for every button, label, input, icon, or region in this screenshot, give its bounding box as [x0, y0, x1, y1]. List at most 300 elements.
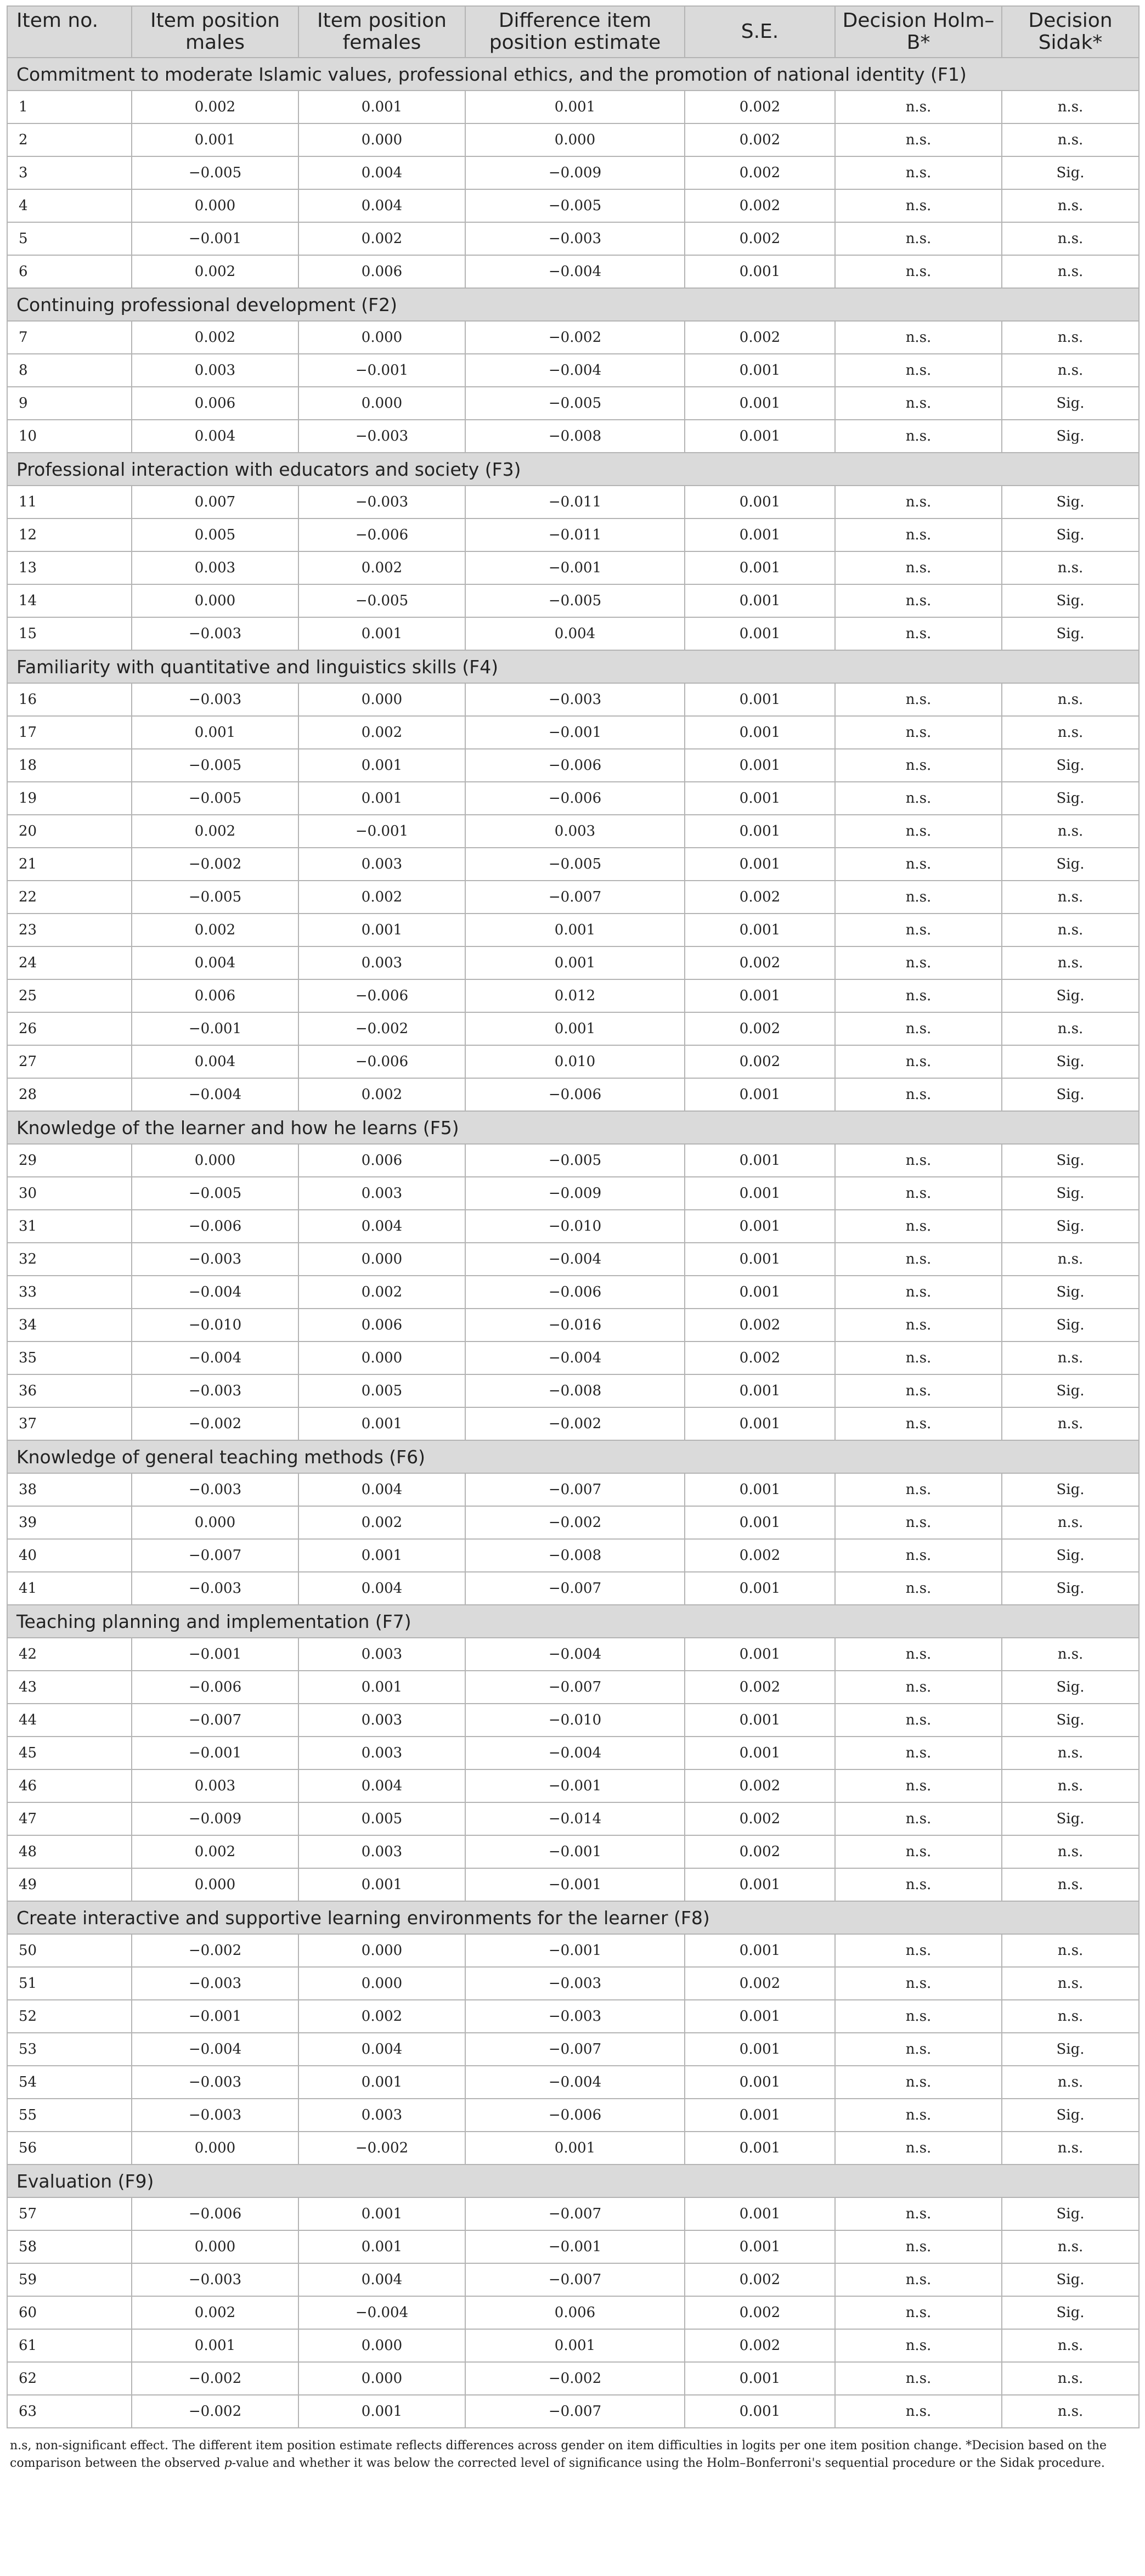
- cell-decision-holm: n.s.: [835, 1243, 1002, 1276]
- cell-difference-estimate: −0.007: [465, 881, 685, 914]
- cell-position-males: −0.003: [132, 1967, 298, 2000]
- cell-decision-holm: n.s.: [835, 1967, 1002, 2000]
- cell-item-no: 4: [7, 189, 132, 222]
- cell-decision-sidak: Sig.: [1002, 2099, 1139, 2132]
- cell-position-males: −0.005: [132, 782, 298, 815]
- cell-difference-estimate: 0.003: [465, 815, 685, 848]
- cell-position-males: 0.004: [132, 946, 298, 979]
- cell-difference-estimate: −0.007: [465, 1473, 685, 1506]
- cell-decision-holm: n.s.: [835, 1210, 1002, 1243]
- cell-item-no: 45: [7, 1737, 132, 1769]
- cell-difference-estimate: −0.001: [465, 2230, 685, 2263]
- cell-position-females: 0.005: [298, 1802, 465, 1835]
- cell-position-females: 0.004: [298, 1769, 465, 1802]
- cell-decision-holm: n.s.: [835, 2000, 1002, 2033]
- cell-difference-estimate: −0.003: [465, 683, 685, 716]
- cell-decision-holm: n.s.: [835, 749, 1002, 782]
- cell-position-males: −0.001: [132, 1737, 298, 1769]
- cell-decision-sidak: n.s.: [1002, 2000, 1139, 2033]
- table-row: [7, 1078, 1139, 1111]
- cell-position-females: 0.003: [298, 2099, 465, 2132]
- table-row: [7, 1934, 1139, 1967]
- cell-decision-sidak: n.s.: [1002, 815, 1139, 848]
- section-title: Familiarity with quantitative and linguistics skills (F4): [7, 650, 1139, 683]
- cell-standard-error: 0.002: [685, 2329, 835, 2362]
- cell-item-no: 6: [7, 255, 132, 288]
- table-row: [7, 189, 1139, 222]
- table-row: [7, 881, 1139, 914]
- cell-difference-estimate: −0.004: [465, 255, 685, 288]
- cell-position-females: 0.001: [298, 1868, 465, 1901]
- cell-item-no: 58: [7, 2230, 132, 2263]
- cell-standard-error: 0.001: [685, 914, 835, 946]
- cell-item-no: 54: [7, 2066, 132, 2099]
- cell-decision-holm: n.s.: [835, 2197, 1002, 2230]
- cell-decision-holm: n.s.: [835, 1144, 1002, 1177]
- cell-position-females: −0.001: [298, 354, 465, 387]
- cell-decision-sidak: Sig.: [1002, 584, 1139, 617]
- table-row: [7, 2230, 1139, 2263]
- cell-position-females: −0.004: [298, 2296, 465, 2329]
- cell-position-females: −0.002: [298, 2132, 465, 2164]
- table-row: [7, 1802, 1139, 1835]
- cell-difference-estimate: −0.004: [465, 354, 685, 387]
- section-header-row: [7, 1901, 1139, 1934]
- cell-position-females: −0.006: [298, 1045, 465, 1078]
- cell-item-no: 23: [7, 914, 132, 946]
- cell-standard-error: 0.001: [685, 2033, 835, 2066]
- cell-position-females: 0.002: [298, 1276, 465, 1309]
- cell-difference-estimate: 0.004: [465, 617, 685, 650]
- cell-difference-estimate: −0.009: [465, 1177, 685, 1210]
- cell-decision-holm: n.s.: [835, 1506, 1002, 1539]
- table-row: [7, 1177, 1139, 1210]
- cell-decision-holm: n.s.: [835, 782, 1002, 815]
- cell-item-no: 41: [7, 1572, 132, 1605]
- cell-decision-holm: n.s.: [835, 1309, 1002, 1341]
- cell-difference-estimate: −0.006: [465, 749, 685, 782]
- cell-decision-holm: n.s.: [835, 2263, 1002, 2296]
- cell-position-females: 0.000: [298, 683, 465, 716]
- cell-difference-estimate: −0.003: [465, 1967, 685, 2000]
- header-item-no: Item no.: [7, 6, 132, 58]
- cell-difference-estimate: 0.001: [465, 946, 685, 979]
- cell-standard-error: 0.001: [685, 848, 835, 881]
- cell-difference-estimate: −0.005: [465, 189, 685, 222]
- cell-decision-sidak: n.s.: [1002, 354, 1139, 387]
- cell-item-no: 63: [7, 2395, 132, 2428]
- cell-decision-holm: n.s.: [835, 881, 1002, 914]
- cell-standard-error: 0.001: [685, 1144, 835, 1177]
- cell-decision-sidak: n.s.: [1002, 1341, 1139, 1374]
- table-row: [7, 387, 1139, 420]
- header-item-position-males: Item position males: [132, 6, 298, 58]
- cell-decision-sidak: Sig.: [1002, 2033, 1139, 2066]
- cell-decision-sidak: Sig.: [1002, 1704, 1139, 1737]
- cell-difference-estimate: −0.008: [465, 1374, 685, 1407]
- cell-difference-estimate: −0.010: [465, 1210, 685, 1243]
- cell-difference-estimate: −0.002: [465, 321, 685, 354]
- cell-position-males: 0.006: [132, 979, 298, 1012]
- table-row: [7, 1539, 1139, 1572]
- cell-decision-holm: n.s.: [835, 617, 1002, 650]
- cell-position-males: 0.000: [132, 1506, 298, 1539]
- cell-difference-estimate: −0.007: [465, 1671, 685, 1704]
- table-row: [7, 946, 1139, 979]
- cell-position-females: −0.006: [298, 518, 465, 551]
- cell-position-males: −0.003: [132, 2263, 298, 2296]
- cell-standard-error: 0.001: [685, 518, 835, 551]
- cell-decision-holm: n.s.: [835, 420, 1002, 453]
- cell-standard-error: 0.001: [685, 1078, 835, 1111]
- cell-decision-holm: n.s.: [835, 2033, 1002, 2066]
- cell-standard-error: 0.002: [685, 946, 835, 979]
- cell-decision-holm: n.s.: [835, 2362, 1002, 2395]
- cell-difference-estimate: 0.001: [465, 2329, 685, 2362]
- cell-position-females: 0.001: [298, 1539, 465, 1572]
- table-row: [7, 1868, 1139, 1901]
- cell-standard-error: 0.001: [685, 551, 835, 584]
- cell-decision-sidak: n.s.: [1002, 1638, 1139, 1671]
- table-row: [7, 2296, 1139, 2329]
- table-row: [7, 1473, 1139, 1506]
- cell-standard-error: 0.001: [685, 1506, 835, 1539]
- section-header-row: [7, 453, 1139, 486]
- cell-standard-error: 0.001: [685, 1704, 835, 1737]
- cell-standard-error: 0.001: [685, 1407, 835, 1440]
- cell-item-no: 11: [7, 486, 132, 518]
- cell-standard-error: 0.002: [685, 123, 835, 156]
- cell-position-females: 0.001: [298, 617, 465, 650]
- cell-item-no: 37: [7, 1407, 132, 1440]
- section-title: Knowledge of the learner and how he learns (F5): [7, 1111, 1139, 1144]
- cell-item-no: 8: [7, 354, 132, 387]
- cell-position-males: 0.003: [132, 354, 298, 387]
- section-title: Knowledge of general teaching methods (F6): [7, 1440, 1139, 1473]
- cell-item-no: 2: [7, 123, 132, 156]
- cell-position-females: 0.001: [298, 749, 465, 782]
- table-row: [7, 749, 1139, 782]
- cell-decision-holm: n.s.: [835, 946, 1002, 979]
- cell-item-no: 44: [7, 1704, 132, 1737]
- cell-position-females: 0.003: [298, 946, 465, 979]
- cell-position-males: −0.002: [132, 2362, 298, 2395]
- cell-standard-error: 0.002: [685, 1835, 835, 1868]
- cell-position-males: −0.006: [132, 1671, 298, 1704]
- cell-position-males: −0.001: [132, 1638, 298, 1671]
- cell-position-males: −0.002: [132, 1934, 298, 1967]
- cell-decision-holm: n.s.: [835, 518, 1002, 551]
- cell-decision-sidak: n.s.: [1002, 2395, 1139, 2428]
- cell-decision-holm: n.s.: [835, 2230, 1002, 2263]
- cell-difference-estimate: −0.005: [465, 848, 685, 881]
- cell-decision-holm: n.s.: [835, 1341, 1002, 1374]
- cell-position-males: −0.007: [132, 1539, 298, 1572]
- header-decision-holm: Decision Holm–B*: [835, 6, 1002, 58]
- cell-position-females: 0.004: [298, 1473, 465, 1506]
- cell-position-males: −0.006: [132, 1210, 298, 1243]
- cell-position-males: 0.000: [132, 1868, 298, 1901]
- cell-position-males: −0.006: [132, 2197, 298, 2230]
- cell-decision-holm: n.s.: [835, 222, 1002, 255]
- cell-position-males: −0.001: [132, 2000, 298, 2033]
- cell-item-no: 24: [7, 946, 132, 979]
- cell-decision-sidak: Sig.: [1002, 1276, 1139, 1309]
- cell-difference-estimate: −0.005: [465, 387, 685, 420]
- cell-standard-error: 0.002: [685, 1309, 835, 1341]
- cell-decision-holm: n.s.: [835, 1012, 1002, 1045]
- table-row: [7, 848, 1139, 881]
- cell-item-no: 32: [7, 1243, 132, 1276]
- section-title: Create interactive and supportive learning environments for the learner (F8): [7, 1901, 1139, 1934]
- cell-standard-error: 0.002: [685, 2296, 835, 2329]
- cell-position-males: −0.002: [132, 848, 298, 881]
- cell-position-males: 0.001: [132, 2329, 298, 2362]
- cell-decision-holm: n.s.: [835, 1934, 1002, 1967]
- cell-decision-sidak: n.s.: [1002, 1243, 1139, 1276]
- cell-position-females: −0.002: [298, 1012, 465, 1045]
- cell-standard-error: 0.001: [685, 1934, 835, 1967]
- cell-position-males: −0.004: [132, 2033, 298, 2066]
- table-row: [7, 1210, 1139, 1243]
- cell-decision-holm: n.s.: [835, 914, 1002, 946]
- cell-position-females: 0.003: [298, 1704, 465, 1737]
- cell-difference-estimate: −0.014: [465, 1802, 685, 1835]
- cell-position-females: 0.000: [298, 1967, 465, 2000]
- cell-difference-estimate: −0.009: [465, 156, 685, 189]
- cell-item-no: 60: [7, 2296, 132, 2329]
- cell-decision-sidak: n.s.: [1002, 222, 1139, 255]
- cell-decision-holm: n.s.: [835, 1572, 1002, 1605]
- cell-decision-holm: n.s.: [835, 91, 1002, 123]
- table-row: [7, 1769, 1139, 1802]
- cell-difference-estimate: −0.001: [465, 1835, 685, 1868]
- table-row: [7, 1276, 1139, 1309]
- table-row: [7, 782, 1139, 815]
- cell-position-males: 0.002: [132, 321, 298, 354]
- cell-position-males: 0.002: [132, 815, 298, 848]
- cell-decision-sidak: Sig.: [1002, 518, 1139, 551]
- cell-position-males: −0.009: [132, 1802, 298, 1835]
- cell-position-females: 0.002: [298, 222, 465, 255]
- cell-standard-error: 0.001: [685, 1276, 835, 1309]
- cell-position-females: −0.006: [298, 979, 465, 1012]
- cell-decision-sidak: Sig.: [1002, 1177, 1139, 1210]
- cell-position-males: −0.001: [132, 1012, 298, 1045]
- cell-decision-holm: n.s.: [835, 1539, 1002, 1572]
- header-decision-sidak: Decision Sidak*: [1002, 6, 1139, 58]
- cell-position-males: −0.003: [132, 1473, 298, 1506]
- table-row: [7, 1243, 1139, 1276]
- cell-item-no: 31: [7, 1210, 132, 1243]
- cell-decision-holm: n.s.: [835, 1802, 1002, 1835]
- header-difference-estimate: Difference item position estimate: [465, 6, 685, 58]
- cell-standard-error: 0.002: [685, 91, 835, 123]
- cell-standard-error: 0.002: [685, 1341, 835, 1374]
- table-row: [7, 486, 1139, 518]
- cell-position-females: 0.001: [298, 2395, 465, 2428]
- cell-difference-estimate: −0.001: [465, 551, 685, 584]
- cell-position-males: 0.002: [132, 2296, 298, 2329]
- table-row: [7, 1506, 1139, 1539]
- cell-position-females: 0.004: [298, 2263, 465, 2296]
- table-row: [7, 551, 1139, 584]
- cell-position-males: −0.005: [132, 749, 298, 782]
- cell-item-no: 46: [7, 1769, 132, 1802]
- cell-standard-error: 0.001: [685, 255, 835, 288]
- cell-item-no: 48: [7, 1835, 132, 1868]
- section-header-row: [7, 1605, 1139, 1638]
- cell-standard-error: 0.002: [685, 1802, 835, 1835]
- cell-item-no: 33: [7, 1276, 132, 1309]
- cell-difference-estimate: −0.007: [465, 2197, 685, 2230]
- cell-difference-estimate: −0.007: [465, 1572, 685, 1605]
- cell-standard-error: 0.001: [685, 749, 835, 782]
- cell-decision-holm: n.s.: [835, 2395, 1002, 2428]
- cell-difference-estimate: −0.004: [465, 1638, 685, 1671]
- table-row: [7, 1374, 1139, 1407]
- cell-standard-error: 0.001: [685, 1177, 835, 1210]
- section-header-row: [7, 2164, 1139, 2197]
- table-row: [7, 123, 1139, 156]
- cell-standard-error: 0.001: [685, 1638, 835, 1671]
- table-row: [7, 1341, 1139, 1374]
- cell-decision-holm: n.s.: [835, 1638, 1002, 1671]
- cell-difference-estimate: −0.001: [465, 1769, 685, 1802]
- cell-standard-error: 0.001: [685, 1243, 835, 1276]
- cell-decision-holm: n.s.: [835, 387, 1002, 420]
- cell-position-males: −0.010: [132, 1309, 298, 1341]
- cell-decision-holm: n.s.: [835, 848, 1002, 881]
- cell-item-no: 38: [7, 1473, 132, 1506]
- cell-position-females: 0.004: [298, 1572, 465, 1605]
- cell-difference-estimate: −0.007: [465, 2033, 685, 2066]
- cell-difference-estimate: 0.001: [465, 1012, 685, 1045]
- section-title: Commitment to moderate Islamic values, professional ethics, and the promotion of national identity (F1): [7, 58, 1139, 91]
- cell-standard-error: 0.002: [685, 156, 835, 189]
- table-row: [7, 1671, 1139, 1704]
- cell-item-no: 53: [7, 2033, 132, 2066]
- cell-difference-estimate: 0.006: [465, 2296, 685, 2329]
- cell-item-no: 26: [7, 1012, 132, 1045]
- cell-position-females: 0.002: [298, 1078, 465, 1111]
- table-row: [7, 1835, 1139, 1868]
- cell-position-females: 0.001: [298, 1671, 465, 1704]
- cell-decision-sidak: Sig.: [1002, 1539, 1139, 1572]
- cell-item-no: 59: [7, 2263, 132, 2296]
- cell-difference-estimate: −0.002: [465, 2362, 685, 2395]
- cell-decision-sidak: Sig.: [1002, 2197, 1139, 2230]
- cell-difference-estimate: −0.007: [465, 2395, 685, 2428]
- cell-standard-error: 0.001: [685, 2066, 835, 2099]
- cell-item-no: 12: [7, 518, 132, 551]
- cell-decision-sidak: Sig.: [1002, 1210, 1139, 1243]
- cell-position-females: 0.001: [298, 2230, 465, 2263]
- cell-decision-holm: n.s.: [835, 1868, 1002, 1901]
- cell-position-females: −0.001: [298, 815, 465, 848]
- cell-position-males: −0.003: [132, 683, 298, 716]
- cell-decision-holm: n.s.: [835, 1374, 1002, 1407]
- cell-position-females: 0.000: [298, 123, 465, 156]
- cell-decision-sidak: n.s.: [1002, 2132, 1139, 2164]
- cell-item-no: 40: [7, 1539, 132, 1572]
- cell-position-males: 0.004: [132, 420, 298, 453]
- cell-standard-error: 0.001: [685, 1473, 835, 1506]
- cell-standard-error: 0.001: [685, 1868, 835, 1901]
- table-row: [7, 91, 1139, 123]
- cell-position-females: 0.004: [298, 2033, 465, 2066]
- cell-item-no: 28: [7, 1078, 132, 1111]
- cell-decision-sidak: n.s.: [1002, 683, 1139, 716]
- cell-standard-error: 0.001: [685, 2230, 835, 2263]
- cell-position-females: 0.005: [298, 1374, 465, 1407]
- cell-position-males: 0.006: [132, 387, 298, 420]
- section-header-row: [7, 288, 1139, 321]
- table-header: [7, 6, 1139, 58]
- cell-standard-error: 0.001: [685, 584, 835, 617]
- cell-item-no: 62: [7, 2362, 132, 2395]
- cell-item-no: 9: [7, 387, 132, 420]
- cell-decision-sidak: Sig.: [1002, 2263, 1139, 2296]
- cell-difference-estimate: −0.002: [465, 1407, 685, 1440]
- table-row: [7, 683, 1139, 716]
- table-container: [7, 5, 1138, 2472]
- table-row: [7, 1407, 1139, 1440]
- cell-decision-sidak: Sig.: [1002, 1309, 1139, 1341]
- table-row: [7, 2362, 1139, 2395]
- cell-decision-sidak: Sig.: [1002, 1473, 1139, 1506]
- cell-item-no: 14: [7, 584, 132, 617]
- cell-item-no: 22: [7, 881, 132, 914]
- cell-position-females: 0.002: [298, 716, 465, 749]
- table-row: [7, 2000, 1139, 2033]
- cell-difference-estimate: −0.008: [465, 1539, 685, 1572]
- cell-position-males: −0.003: [132, 1374, 298, 1407]
- cell-difference-estimate: 0.001: [465, 91, 685, 123]
- cell-decision-sidak: n.s.: [1002, 1967, 1139, 2000]
- cell-decision-holm: n.s.: [835, 2099, 1002, 2132]
- cell-difference-estimate: 0.001: [465, 914, 685, 946]
- cell-decision-sidak: n.s.: [1002, 1012, 1139, 1045]
- table-row: [7, 255, 1139, 288]
- cell-item-no: 3: [7, 156, 132, 189]
- footnote-p-symbol: p: [224, 2456, 232, 2470]
- cell-standard-error: 0.002: [685, 1769, 835, 1802]
- cell-item-no: 10: [7, 420, 132, 453]
- cell-difference-estimate: −0.011: [465, 486, 685, 518]
- cell-decision-sidak: Sig.: [1002, 1671, 1139, 1704]
- cell-position-males: −0.002: [132, 1407, 298, 1440]
- cell-decision-sidak: Sig.: [1002, 420, 1139, 453]
- table-body: [7, 58, 1139, 2428]
- cell-standard-error: 0.002: [685, 189, 835, 222]
- cell-item-no: 30: [7, 1177, 132, 1210]
- cell-difference-estimate: −0.004: [465, 2066, 685, 2099]
- cell-position-males: −0.003: [132, 2099, 298, 2132]
- cell-item-no: 56: [7, 2132, 132, 2164]
- cell-difference-estimate: −0.008: [465, 420, 685, 453]
- cell-decision-holm: n.s.: [835, 1473, 1002, 1506]
- cell-difference-estimate: −0.004: [465, 1737, 685, 1769]
- cell-standard-error: 0.001: [685, 2362, 835, 2395]
- table-row: [7, 156, 1139, 189]
- cell-decision-holm: n.s.: [835, 354, 1002, 387]
- cell-position-females: 0.000: [298, 321, 465, 354]
- section-header-row: [7, 58, 1139, 91]
- cell-decision-sidak: n.s.: [1002, 189, 1139, 222]
- cell-standard-error: 0.001: [685, 2099, 835, 2132]
- cell-standard-error: 0.002: [685, 1967, 835, 2000]
